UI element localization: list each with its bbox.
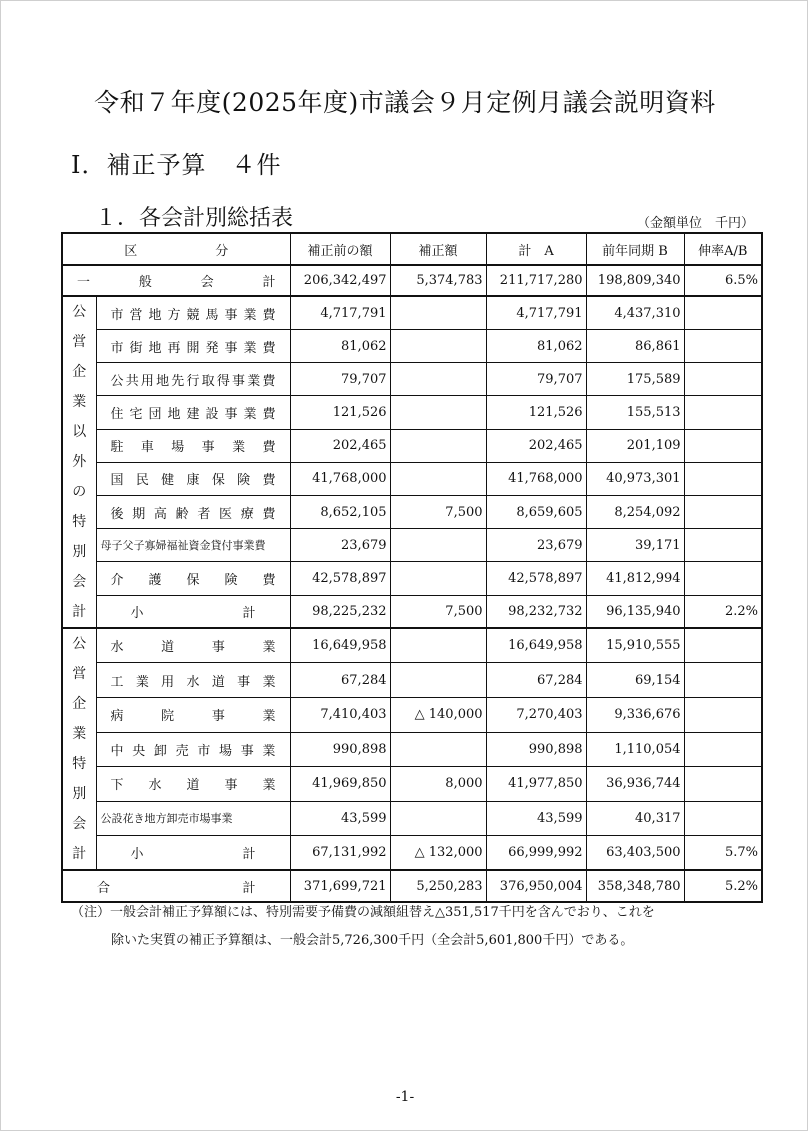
value-before: 4,717,791: [290, 296, 390, 329]
value-amount: [390, 396, 486, 429]
value-before: 206,342,497: [290, 265, 390, 296]
value-before: 41,969,850: [290, 767, 390, 802]
cell-label: 小 計: [130, 605, 256, 621]
account-name: [96, 628, 290, 663]
footnote-line: 除いた実質の補正予算額は、一般会計5,726,300千円（全会計5,601,800千円）である。: [111, 933, 634, 948]
value-ratio: [684, 732, 762, 767]
vertical-char: 以: [72, 424, 87, 441]
value-total: 4,717,791: [486, 296, 586, 329]
value-prev: 175,589: [586, 363, 684, 396]
value-ratio: [684, 663, 762, 698]
general-account-label: [62, 265, 290, 296]
grand-ratio: 5.2%: [684, 870, 762, 901]
value-ratio: [684, 767, 762, 802]
account-name: [96, 529, 290, 562]
value-total: 23,679: [486, 529, 586, 562]
cell-label: 市 営 地 方 競 馬 事 業 費: [110, 307, 276, 323]
account-name: [96, 429, 290, 462]
header-total: 計 A: [486, 233, 586, 265]
value-prev: 41,812,994: [586, 562, 684, 595]
table-row: [62, 663, 762, 698]
table-row: [62, 732, 762, 767]
value-total: 8,659,605: [486, 496, 586, 529]
account-name: [96, 732, 290, 767]
table-row: [62, 233, 762, 265]
cell-label: 病 院 事 業: [110, 709, 276, 725]
value-ratio: 6.5%: [684, 265, 762, 296]
value-amount: [390, 462, 486, 495]
footnote-line: （注）一般会計補正予算額には、特別需要予備費の減額組替え△351,517千円を含んでおり、これを: [71, 905, 655, 920]
value-amount: [390, 663, 486, 698]
header-ratio: 伸率A/B: [684, 233, 762, 265]
table-row: [62, 836, 762, 871]
value-before: 121,526: [290, 396, 390, 429]
value-ratio: [684, 628, 762, 663]
cell-label: 中 央 卸 売 市 場 事 業: [110, 743, 276, 759]
value-amount: [390, 628, 486, 663]
table-row: [62, 801, 762, 836]
value-total: 990,898: [486, 732, 586, 767]
cell-label: 後 期 高 齢 者 医 療 費: [110, 506, 276, 522]
grand-prev: 358,348,780: [586, 870, 684, 901]
vertical-char: の: [72, 484, 87, 501]
account-name: [96, 663, 290, 698]
value-before: 79,707: [290, 363, 390, 396]
subtotal-prev: 63,403,500: [586, 836, 684, 871]
grand-total: 376,950,004: [486, 870, 586, 901]
value-prev: 8,254,092: [586, 496, 684, 529]
vertical-char: 公: [72, 304, 87, 321]
vertical-char: 計: [72, 604, 87, 621]
budget-summary-table: [61, 232, 763, 903]
cell-label: 市 街 地 再 開 発 事 業 費: [110, 340, 276, 356]
value-ratio: [684, 529, 762, 562]
subtotal-ratio: 5.7%: [684, 836, 762, 871]
table-row: [62, 462, 762, 495]
subtotal-total: 66,999,992: [486, 836, 586, 871]
value-prev: 15,910,555: [586, 628, 684, 663]
cell-label: 住 宅 団 地 建 設 事 業 費: [110, 407, 276, 423]
table-row: [62, 330, 762, 363]
vertical-char: 営: [72, 334, 87, 351]
value-amount: △ 140,000: [390, 698, 486, 733]
value-before: 43,599: [290, 801, 390, 836]
subtotal-prev: 96,135,940: [586, 595, 684, 628]
table-row: [62, 265, 762, 296]
value-ratio: [684, 698, 762, 733]
value-total: 7,270,403: [486, 698, 586, 733]
group2-vertical-label: [62, 628, 96, 870]
value-before: 202,465: [290, 429, 390, 462]
account-name: [96, 330, 290, 363]
grand-before: 371,699,721: [290, 870, 390, 901]
vertical-char: 公: [72, 636, 87, 653]
vertical-char: 別: [72, 786, 87, 803]
value-prev: 86,861: [586, 330, 684, 363]
vertical-char: 営: [72, 666, 87, 683]
vertical-char: 計: [72, 846, 87, 863]
value-prev: 69,154: [586, 663, 684, 698]
value-ratio: [684, 462, 762, 495]
value-ratio: [684, 330, 762, 363]
group1-vertical-label: [62, 296, 96, 628]
value-prev: 9,336,676: [586, 698, 684, 733]
value-ratio: [684, 562, 762, 595]
page-title: 令和７年度(2025年度)市議会９月定例月議会説明資料: [94, 88, 716, 117]
value-prev: 1,110,054: [586, 732, 684, 767]
value-ratio: [684, 396, 762, 429]
value-amount: [390, 429, 486, 462]
value-amount: 5,374,783: [390, 265, 486, 296]
page-number: -1-: [395, 1089, 415, 1105]
vertical-char: 業: [72, 394, 87, 411]
value-amount: [390, 330, 486, 363]
account-name: [96, 296, 290, 329]
table-row: [62, 496, 762, 529]
cell-label: 公設花き地方卸売市場事業: [100, 812, 233, 826]
subtotal-amount: 7,500: [390, 595, 486, 628]
account-name: [96, 767, 290, 802]
vertical-char: 企: [72, 696, 87, 713]
account-name: [96, 396, 290, 429]
value-before: 8,652,105: [290, 496, 390, 529]
vertical-char: 特: [72, 514, 87, 531]
value-ratio: [684, 801, 762, 836]
value-prev: 155,513: [586, 396, 684, 429]
value-prev: 40,317: [586, 801, 684, 836]
value-before: 41,768,000: [290, 462, 390, 495]
cell-label: 国 民 健 康 保 険 費: [110, 473, 276, 489]
cell-label: 合 計: [97, 880, 256, 896]
subtotal-ratio: 2.2%: [684, 595, 762, 628]
value-amount: [390, 801, 486, 836]
value-amount: 7,500: [390, 496, 486, 529]
value-total: 81,062: [486, 330, 586, 363]
cell-label: 公 共 用 地 先 行 取 得 事 業 費: [110, 373, 276, 389]
value-before: 42,578,897: [290, 562, 390, 595]
grand-total-label: [62, 870, 290, 901]
value-amount: [390, 529, 486, 562]
header-category: 区 分: [62, 233, 290, 265]
subtotal-before: 98,225,232: [290, 595, 390, 628]
value-prev: 36,936,744: [586, 767, 684, 802]
value-before: 81,062: [290, 330, 390, 363]
table-row: [62, 628, 762, 663]
value-prev: 39,171: [586, 529, 684, 562]
value-prev: 40,973,301: [586, 462, 684, 495]
value-total: 41,977,850: [486, 767, 586, 802]
footnote: [71, 899, 655, 955]
account-name: [96, 496, 290, 529]
cell-label: 介 護 保 険 費: [110, 572, 276, 588]
value-total: 67,284: [486, 663, 586, 698]
value-total: 79,707: [486, 363, 586, 396]
value-ratio: [684, 496, 762, 529]
vertical-char: 会: [72, 574, 87, 591]
value-before: 990,898: [290, 732, 390, 767]
subtotal-label: [96, 595, 290, 628]
table-row: [62, 595, 762, 628]
value-total: 121,526: [486, 396, 586, 429]
header-before: 補正前の額: [290, 233, 390, 265]
value-amount: [390, 296, 486, 329]
cell-label: 下 水 道 事 業: [110, 778, 276, 794]
header-prev: 前年同期 B: [586, 233, 684, 265]
value-amount: 8,000: [390, 767, 486, 802]
value-total: 43,599: [486, 801, 586, 836]
header-amount: 補正額: [390, 233, 486, 265]
account-name: [96, 801, 290, 836]
value-before: 7,410,403: [290, 698, 390, 733]
cell-label: 一 般 会 計: [77, 275, 276, 291]
subtotal-label: [96, 836, 290, 871]
table-row: [62, 767, 762, 802]
table-row: [62, 562, 762, 595]
value-before: 23,679: [290, 529, 390, 562]
table-row: [62, 363, 762, 396]
value-amount: [390, 732, 486, 767]
cell-label: 小 計: [130, 847, 256, 863]
value-ratio: [684, 296, 762, 329]
value-prev: 198,809,340: [586, 265, 684, 296]
value-total: 41,768,000: [486, 462, 586, 495]
cell-label: 駐 車 場 事 業 費: [110, 440, 276, 456]
value-total: 202,465: [486, 429, 586, 462]
cell-label: 母子父子寡婦福祉資金貸付事業費: [100, 539, 266, 553]
value-before: 67,284: [290, 663, 390, 698]
value-amount: [390, 363, 486, 396]
section-heading: Ⅰ．補正予算 ４件: [71, 151, 282, 179]
value-total: 16,649,958: [486, 628, 586, 663]
subsection-heading: １．各会計別総括表: [95, 206, 294, 231]
value-total: 211,717,280: [486, 265, 586, 296]
value-ratio: [684, 363, 762, 396]
account-name: [96, 462, 290, 495]
vertical-char: 特: [72, 756, 87, 773]
vertical-char: 外: [72, 454, 87, 471]
table-row: [62, 698, 762, 733]
account-name: [96, 698, 290, 733]
value-ratio: [684, 429, 762, 462]
vertical-char: 企: [72, 364, 87, 381]
vertical-char: 会: [72, 816, 87, 833]
value-amount: [390, 562, 486, 595]
table-row: [62, 529, 762, 562]
cell-label: 水 道 事 業: [110, 640, 276, 656]
value-before: 16,649,958: [290, 628, 390, 663]
account-name: [96, 363, 290, 396]
vertical-char: 別: [72, 544, 87, 561]
subtotal-before: 67,131,992: [290, 836, 390, 871]
unit-label: （金額単位 千円）: [637, 216, 755, 231]
subtotal-total: 98,232,732: [486, 595, 586, 628]
table-row: [62, 870, 762, 901]
value-prev: 201,109: [586, 429, 684, 462]
value-prev: 4,437,310: [586, 296, 684, 329]
subtotal-amount: △ 132,000: [390, 836, 486, 871]
table-row: [62, 429, 762, 462]
account-name: [96, 562, 290, 595]
table-row: [62, 296, 762, 329]
value-total: 42,578,897: [486, 562, 586, 595]
vertical-char: 業: [72, 726, 87, 743]
table-row: [62, 396, 762, 429]
cell-label: 工 業 用 水 道 事 業: [110, 674, 276, 690]
grand-amount: 5,250,283: [390, 870, 486, 901]
